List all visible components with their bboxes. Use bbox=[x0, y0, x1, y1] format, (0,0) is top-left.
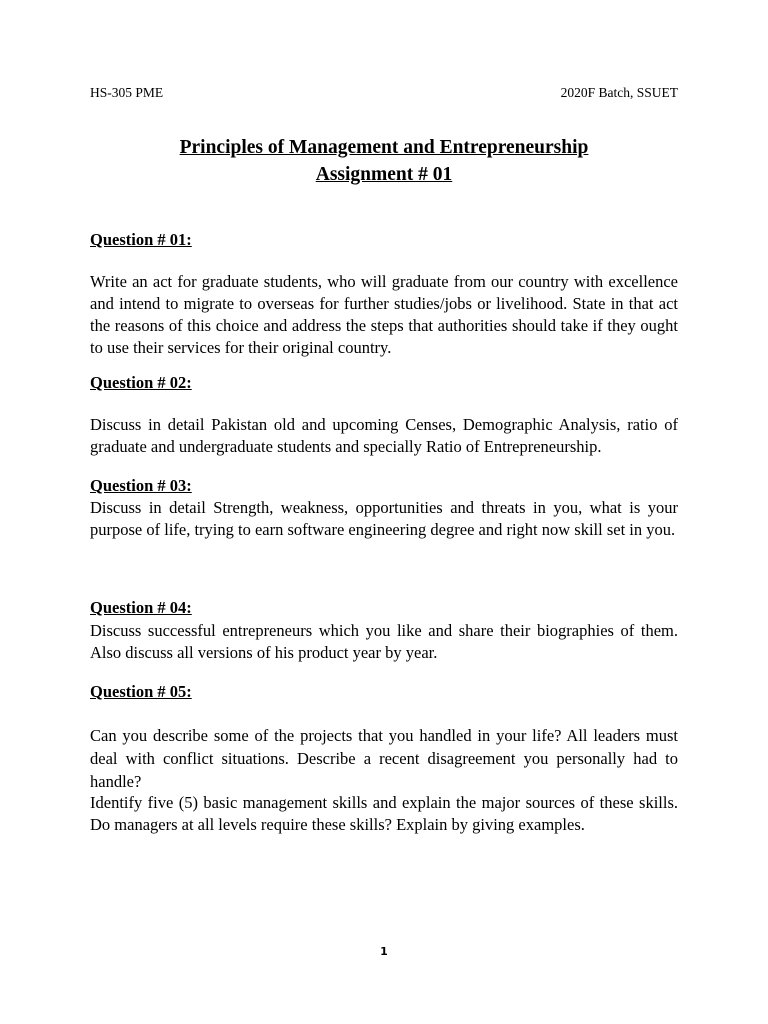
question-2-text: Discuss in detail Pakistan old and upcoming Censes, Demographic Analysis, ratio of graduate and undergraduate students and specially Ratio of Entrepreneurship. bbox=[90, 415, 678, 456]
question-3-text: Discuss in detail Strength, weakness, opportunities and threats in you, what is your purpose of life, trying to earn software engineering degree and right now skill set in you. bbox=[90, 498, 678, 539]
assignment-title: Assignment # 01 bbox=[315, 164, 453, 185]
question-1-heading: Question # 01: bbox=[90, 230, 192, 249]
question-5-text-2: Identify five (5) basic management skills and explain the major sources of these skills. Do managers at all levels require these skills? Explain by giving examples. bbox=[90, 793, 678, 834]
question-5-heading: Question # 05: bbox=[90, 682, 192, 701]
question-4-heading: Question # 04: bbox=[90, 598, 192, 617]
question-1-text: Write an act for graduate students, who will graduate from our country with excellence and intend to migrate to overseas for further studies/jobs or livelihood. State in that act the reasons of this choice and address the steps that authorities should take if they ought to use their services for their original country. bbox=[90, 272, 678, 357]
batch-label: 2020F Batch, SSUET bbox=[560, 85, 678, 100]
course-code: HS-305 PME bbox=[90, 85, 164, 100]
page-number: 1 bbox=[380, 945, 388, 958]
question-2-heading: Question # 02: bbox=[90, 373, 192, 392]
question-3-heading: Question # 03: bbox=[90, 476, 192, 495]
question-4-text: Discuss successful entrepreneurs which you like and share their biographies of them. Also discuss all versions of his product year by year. bbox=[90, 621, 678, 662]
document-title: Principles of Management and Entrepreneurship bbox=[179, 137, 589, 158]
question-5-text-1: Can you describe some of the projects that you handled in your life? All leaders must deal with conflict situations. Describe a recent disagreement you personally had to handle? bbox=[90, 726, 678, 791]
